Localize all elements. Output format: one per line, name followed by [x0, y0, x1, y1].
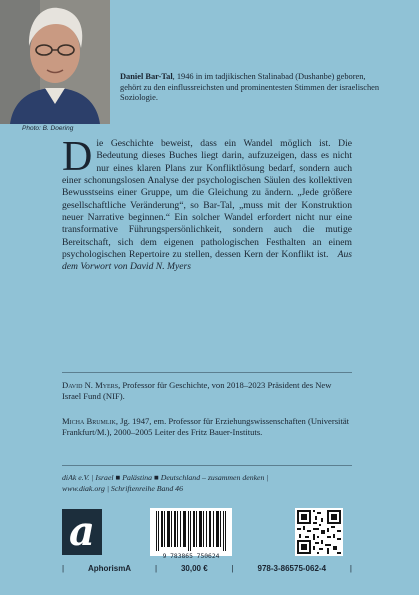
author-name: Daniel Bar-Tal [120, 72, 173, 81]
publisher-name: AphorismA [87, 564, 132, 573]
divider [62, 372, 352, 373]
blurb-text: ie Geschichte beweist, dass ein Wandel möglich ist. Die Bedeutung dieses Buches liegt darin, aufzuzeigen, dass es nicht nur eines klaren Plans zur Konfliktlösung bedarf, sondern auch einer schonungslosen Analyse der psychologischen Säulen des kollektiven Bewusstseins einer Gruppe, um die Gleichung zu ändern. „Jede größere gesellschaftliche Veränderung“, so Bar-Tal, „muss mit der Konstruktion neuer Narrative beginnen.“ Ein solcher Wandel erfordert nicht nur eine transformative Führungspersönlichkeit, sondern auch die mutige Bereitschaft, sich dem eigenen pathologischen Festhalten an einem psychologischen Repertoire zu stellen, dessen Kern der Konflikt ist. [62, 138, 352, 261]
quote-source: Aus dem Vorwort von David N. Myers [62, 249, 352, 273]
series-line-2: www.diak.org | Schriftenreihe Band 46 [62, 484, 183, 493]
contributor-text: , Jg. 1947, em. Professor für Erziehungswissenschaften (Universität Frankfurt/M.), 2000–2005 Leiter des Fritz Bauer-Instituts. [62, 416, 350, 437]
publisher-logo: a [62, 509, 102, 555]
bottom-line: | AphorismA | 30,00 € | 978-3-86575-062-4 | [62, 564, 352, 573]
contributor-myers [62, 380, 352, 402]
contributor-brumlik [62, 416, 352, 438]
divider [62, 465, 352, 466]
isbn-barcode [150, 508, 232, 556]
isbn: 978-3-86575-062-4 [257, 564, 327, 573]
contributor-name: David N. Myers [62, 380, 119, 390]
qr-code [295, 508, 343, 556]
photo-credit: Photo: B. Doering [22, 125, 74, 132]
drop-cap: D [62, 134, 93, 180]
series-line-1: diAk e.V. | Israel ■ Palästina ■ Deutschland – zusammen denken | [62, 473, 269, 482]
contributor-name: Micha Brumlik [62, 416, 116, 426]
author-bio [120, 72, 380, 104]
author-photo [0, 0, 110, 124]
author-bio-text: , 1946 in im tadjikischen Stalinabad (Dushanbe) geboren, gehört zu den einflussreichsten und prominentesten Stimmen der israelischen Soziologie. [120, 72, 380, 103]
blurb [62, 134, 352, 274]
contributor-text: , Professor für Geschichte, von 2018–2023 Präsident des New Israel Fund (NIF). [62, 380, 332, 401]
price: 30,00 € [180, 564, 208, 573]
series-info [62, 472, 362, 494]
barcode-digits: 9 783865 750624 [162, 553, 220, 560]
